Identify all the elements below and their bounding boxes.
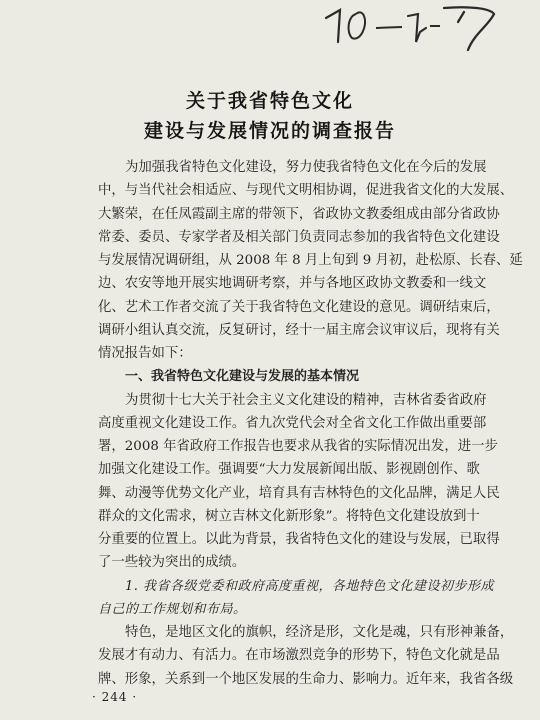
text-line: 调研小组认真交流，反复研讨，经十一届主席会议审议后，现将有关 <box>98 322 500 338</box>
text-line: 大繁荣，在任凤霞副主席的带领下，省政协文教委组成由部分省政协 <box>98 206 500 222</box>
report-title-line-2: 建设与发展情况的调查报告 <box>143 120 396 142</box>
report-title-line-1: 关于我省特色文化 <box>185 90 354 112</box>
text-line: 发展才有动力、有活力。在市场激烈竞争的形势下，特色文化就是品 <box>98 648 500 664</box>
text-line: 群众的文化需求，树立吉林文化新形象”。将特色文化建设放到十 <box>98 508 480 524</box>
text-line: 中，与当代社会相适应、与现代文明相协调，促进我省文化的大发展、 <box>98 183 514 199</box>
text-line: 高度重视文化建设工作。省九次党代会对全省文化工作做出重要部 <box>98 415 487 431</box>
text-line: 舞、动漫等优势文化产业，培育具有吉林特色的文化品牌，满足人民 <box>98 485 500 501</box>
page-number: · 244 · <box>92 690 138 704</box>
text-line: 边、农安等地开展实地调研考察，并与各地区政协文教委和一线文 <box>98 276 487 292</box>
text-line: 加强文化建设工作。强调要“大力发展新闻出版、影视剧创作、歌 <box>98 462 480 478</box>
report-body <box>98 156 523 691</box>
text-line: 为贯彻十七大关于社会主义文化建设的精神，吉林省委省政府 <box>125 392 487 408</box>
text-line: 与发展情况调研组，从 2008 年 8 月上旬到 9 月初，赴松原、长春、延 <box>98 253 523 268</box>
text-line: 分重要的位置上。以此为背景，我省特色文化的建设与发展，已取得 <box>98 532 500 547</box>
text-line: 为加强我省特色文化建设，努力使我省特色文化在今后的发展 <box>125 160 487 175</box>
subsection-heading-line: 自己的工作规划和布局。 <box>98 601 247 617</box>
text-line: 特色，是地区文化的旗帜，经济是形，文化是魂，只有形神兼备， <box>125 625 514 640</box>
text-line: 化、艺术工作者交流了关于我省特色文化建设的意见。调研结束后， <box>98 299 500 315</box>
text-line: 情况报告如下： <box>98 346 192 361</box>
text-line: 常委、委员、专家学者及相关部门负责同志参加的我省特色文化建设 <box>98 229 500 245</box>
handwritten-signature <box>318 2 508 54</box>
text-line: 署，2008 年省政府工作报告也要求从我省的实际情况出发，进一步 <box>98 439 498 454</box>
text-line: 了一些较为突出的成绩。 <box>98 555 246 571</box>
section-heading: 一、我省特色文化建设与发展的基本情况 <box>125 369 360 385</box>
subsection-heading-line: 1. 我省各级党委和政府高度重视，各地特色文化建设初步形成 <box>125 578 495 594</box>
text-line: 牌、形象，关系到一个地区发展的生命力、影响力。近年来，我省各级 <box>98 671 514 687</box>
